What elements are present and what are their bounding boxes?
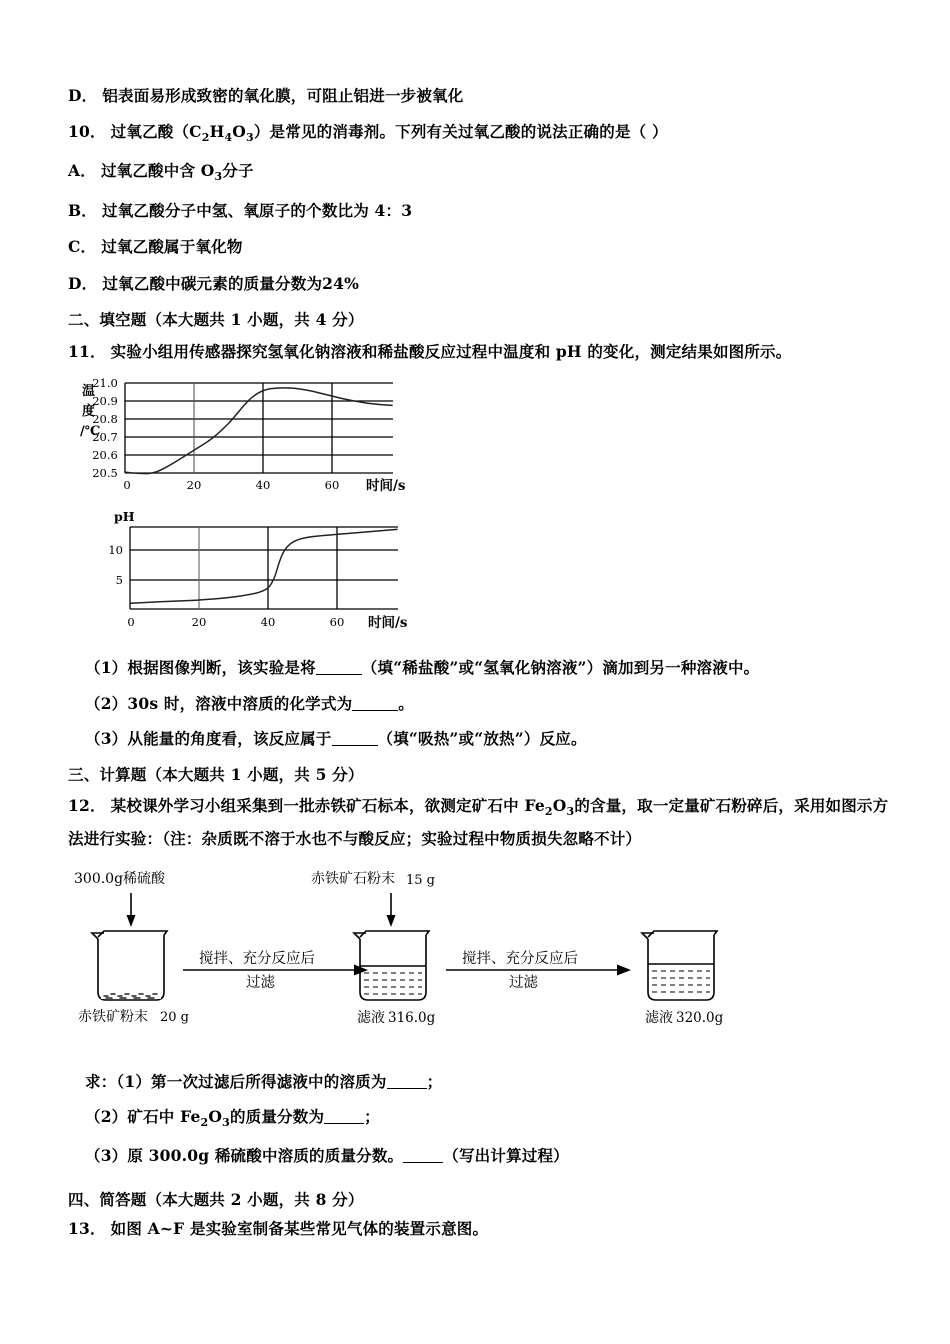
ph-xtick-40: 40: [260, 615, 276, 630]
beaker-3-label-text: 滤液: [645, 1009, 673, 1026]
option-label: D．: [68, 273, 98, 293]
page-content: [68, 88, 898, 1257]
question-11-sub-2: [68, 693, 898, 713]
question-number: 12．: [68, 796, 106, 816]
question-12-sub-1: [68, 1071, 898, 1091]
ph-xlabel: 时间/s: [368, 615, 408, 632]
sub-text-pre: 30s 时，溶液中溶质的化学式为: [127, 693, 353, 713]
sensor-charts-svg: [68, 373, 468, 638]
option-label: C．: [68, 237, 97, 257]
question-10-option-c: [68, 239, 898, 255]
question-number: 11．: [68, 341, 106, 361]
temp-ytick-20-5: 20.5: [92, 466, 118, 481]
option-label: D．: [68, 86, 98, 105]
temp-gridlines-vertical-major: [263, 383, 332, 473]
temp-xtick-0: 0: [123, 478, 131, 493]
stem-part-a: 过氧乙酸（C: [110, 121, 202, 141]
section-four-heading: 四、简答题（本大题共 2 小题，共 8 分）: [68, 1189, 364, 1209]
question-10-stem: [68, 121, 898, 144]
question-10-option-d: [68, 273, 898, 293]
beaker-1-powder: [101, 992, 161, 999]
process-arrow-2-line-1: 搅拌、充分反应后: [462, 950, 578, 967]
sub-text-post: ；: [426, 1071, 443, 1091]
sub-number: 求：（1）: [85, 1071, 152, 1091]
sub-number: （3）: [85, 1146, 128, 1166]
option-text-post: 分子: [222, 160, 254, 180]
question-11-charts: [68, 373, 898, 638]
question-12-sub-2: [68, 1109, 898, 1128]
question-12-stem-line-2: 法进行实验：（注：杂质既不溶于水也不与酸反应；实验过程中物质损失忽略不计）: [68, 829, 642, 849]
formula-subscript: 2: [200, 1116, 209, 1130]
question-9-option-d: [68, 88, 898, 104]
ph-ytick-5: 5: [115, 573, 123, 588]
option-text: 过氧乙酸分子中氢、氧原子的个数比为 4：3: [102, 200, 413, 220]
question-10-option-b: [68, 200, 898, 220]
answer-blank[interactable]: [332, 732, 378, 746]
formula-subscript: 3: [222, 1116, 230, 1130]
ph-ylabel: pH: [114, 509, 135, 525]
sub-text-pre: 原 300.0g 稀硫酸中溶质的质量分数。: [127, 1146, 404, 1166]
temp-ytick-21-0: 21.0: [92, 376, 118, 391]
question-12-sub-3: [68, 1148, 898, 1164]
ph-xtick-60: 60: [329, 615, 345, 630]
question-11-stem: [68, 341, 898, 361]
answer-blank[interactable]: [316, 661, 362, 675]
answer-blank[interactable]: [403, 1149, 443, 1163]
question-number: 10．: [68, 121, 106, 141]
sub-text-pre: 第一次过滤后所得滤液中的溶质为: [151, 1071, 387, 1091]
temp-xtick-40: 40: [255, 478, 271, 493]
question-11-sub-1: [68, 660, 898, 676]
question-12-apparatus-diagram: [68, 867, 898, 1042]
temp-ytick-20-8: 20.8: [92, 412, 118, 427]
sub-text-tail: ；: [364, 1107, 380, 1127]
sub-text-post: （填“稀盐酸”或“氢氧化钠溶液”）滴加到另一种溶液中。: [361, 658, 760, 678]
option-label: A．: [68, 160, 96, 180]
sub-number: （3）: [85, 729, 128, 749]
sub-text-post: （填“吸热”或“放热”）反应。: [377, 729, 587, 749]
sub-number: （2）: [85, 1107, 128, 1127]
sub-text-mid: O: [208, 1107, 223, 1127]
sub-text-post: （写出计算过程）: [443, 1146, 569, 1166]
ph-curve: [131, 530, 397, 604]
temp-ylabel-char-2: 度: [82, 404, 96, 420]
stem-part-a: 某校课外学习小组采集到一批赤铁矿石标本，欲测定矿石中 Fe: [110, 796, 545, 816]
arrow-down-2: [387, 893, 396, 927]
sub-text-post: 的质量分数为: [229, 1107, 325, 1127]
formula-subscript: 4: [224, 130, 233, 144]
reagent-label-ore-powder: 赤铁矿石粉末: [311, 870, 395, 887]
temp-ytick-20-9: 20.9: [92, 394, 118, 409]
apparatus-svg: [68, 867, 898, 1042]
option-text: 过氧乙酸属于氧化物: [101, 237, 243, 257]
option-text: 过氧乙酸中含 O: [100, 160, 215, 180]
beaker-1-label-value: 20 g: [160, 1009, 189, 1025]
process-arrow-1-line-2: 过滤: [246, 974, 275, 991]
option-text: 铝表面易形成致密的氧化膜，可阻止铝进一步被氧化: [102, 86, 464, 105]
sub-number: （1）: [85, 658, 128, 678]
question-12-stem-line-1: [68, 798, 898, 817]
answer-blank[interactable]: [387, 1075, 427, 1089]
temp-gridlines-horizontal: [125, 383, 393, 473]
formula-subscript: 3: [214, 169, 223, 183]
process-arrow-1-line-1: 搅拌、充分反应后: [199, 950, 315, 967]
ph-gridlines-vertical-major: [268, 527, 337, 609]
beaker-3: [642, 931, 717, 1000]
beaker-1-label-text: 赤铁矿粉末: [78, 1008, 148, 1025]
arrow-down-1: [127, 893, 136, 927]
ph-gridlines-horizontal: [130, 527, 398, 609]
option-label: B．: [68, 200, 98, 220]
formula-subscript: 3: [566, 805, 575, 819]
beaker-3-label-value: 320.0g: [676, 1009, 724, 1026]
sub-number: （2）: [85, 693, 128, 713]
beaker-1: [92, 931, 167, 1000]
sub-text-pre: 根据图像判断，该实验是将: [127, 658, 316, 678]
question-11-sub-3: [68, 731, 898, 747]
stem-part-c: O: [232, 121, 246, 141]
temp-xtick-20: 20: [186, 478, 202, 493]
sub-text-pre: 矿石中 Fe: [127, 1107, 201, 1127]
process-arrow-2-line-2: 过滤: [509, 974, 538, 991]
beaker-2-label-value: 316.0g: [388, 1009, 436, 1026]
answer-blank[interactable]: [352, 697, 398, 711]
answer-blank[interactable]: [324, 1110, 364, 1124]
stem-text: 实验小组用传感器探究氢氧化钠溶液和稀盐酸反应过程中温度和 pH 的变化，测定结果如图所示。: [110, 341, 792, 361]
beaker-3-liquid: [648, 964, 714, 992]
formula-subscript: 2: [201, 130, 210, 144]
sub-text-pre: 从能量的角度看，该反应属于: [127, 729, 332, 749]
beaker-2-liquid: [360, 966, 426, 994]
option-text: 过氧乙酸中碳元素的质量分数为24%: [102, 273, 360, 293]
temp-ylabel-char-3: /℃: [80, 424, 101, 440]
stem-text: 如图 A~F 是实验室制备某些常见气体的装置示意图。: [110, 1219, 489, 1239]
temp-ytick-20-7: 20.7: [92, 430, 118, 445]
section-three-heading: 三、计算题（本大题共 1 小题，共 5 分）: [68, 764, 364, 784]
question-10-option-a: [68, 160, 898, 183]
reagent-label-ore-value: 15 g: [406, 872, 435, 888]
question-number: 13．: [68, 1219, 106, 1239]
formula-subscript: 3: [246, 130, 254, 144]
ph-ytick-10: 10: [108, 543, 123, 558]
ph-xtick-0: 0: [127, 615, 135, 630]
stem-part-c: 的含量，取一定量矿石粉碎后，采用如图示方: [574, 796, 889, 816]
stem-part-b: O: [552, 796, 567, 816]
ph-xtick-20: 20: [191, 615, 207, 630]
reagent-label-sulfuric-acid: 300.0g稀硫酸: [74, 870, 166, 887]
beaker-2-label-text: 滤液: [357, 1009, 385, 1026]
sub-text-post: 。: [398, 693, 414, 713]
temp-xtick-60: 60: [324, 478, 340, 493]
temp-ytick-20-6: 20.6: [92, 448, 118, 463]
temp-ylabel-char-1: 温: [82, 384, 96, 400]
section-two-heading: 二、填空题（本大题共 1 小题，共 4 分）: [68, 310, 364, 330]
formula-subscript: 2: [544, 805, 553, 819]
stem-part-b: H: [209, 121, 225, 141]
temp-xlabel: 时间/s: [366, 478, 406, 495]
stem-part-d: ）是常见的消毒剂。下列有关过氧乙酸的说法正确的是（ ）: [253, 121, 668, 141]
question-13-stem: [68, 1221, 898, 1237]
